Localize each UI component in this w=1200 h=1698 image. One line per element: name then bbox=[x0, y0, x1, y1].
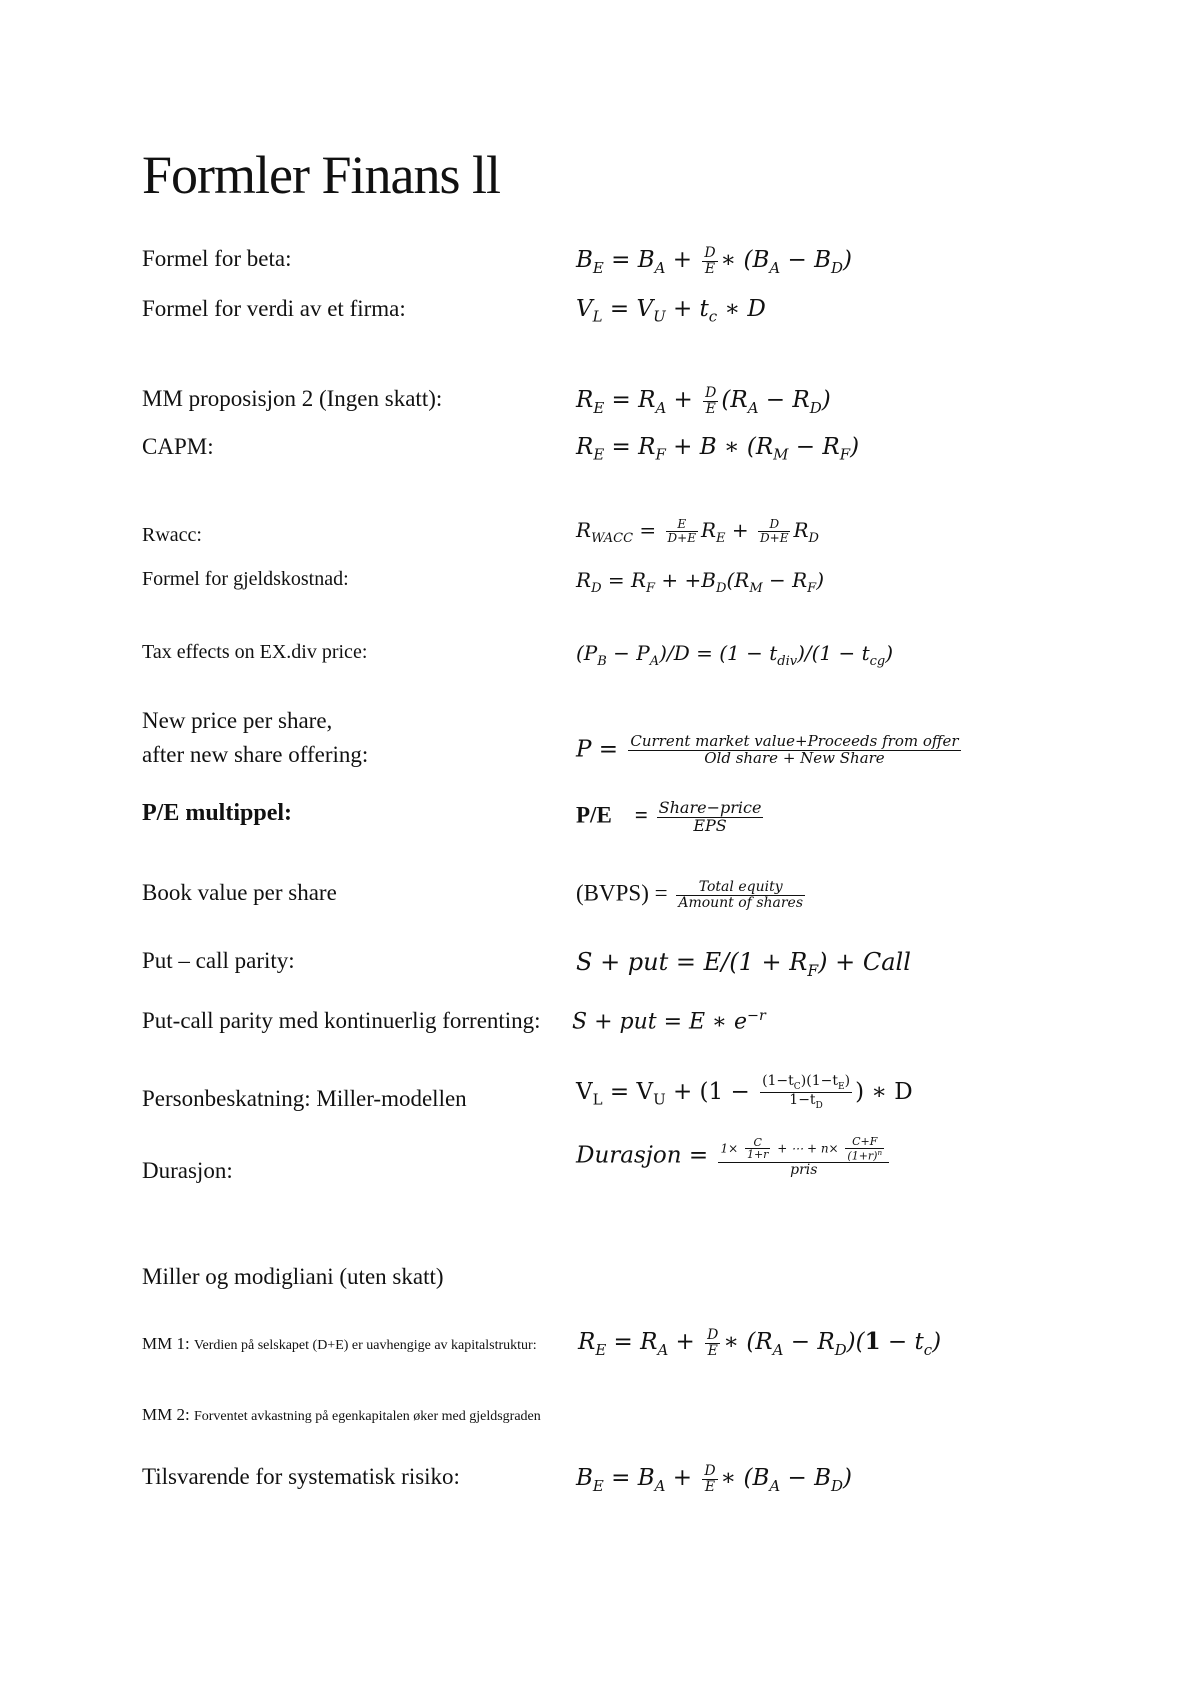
label-new-price-line2: after new share offering: bbox=[142, 742, 369, 767]
label-bvps: Book value per share bbox=[142, 880, 337, 905]
row-mm2-text bbox=[142, 1405, 1142, 1455]
formula-new-price: P = $\frac{\text{Current market value+Proceeds from offer}}{\text{Old share + New Share}}$ bbox=[576, 732, 959, 767]
section-heading-mm bbox=[142, 1264, 1142, 1314]
label-put-call: Put – call parity: bbox=[142, 948, 295, 973]
label-rwacc: Rwacc: bbox=[142, 524, 202, 546]
formula-row-debt-cost bbox=[142, 568, 1142, 618]
formula-row-pe bbox=[142, 800, 1142, 850]
formula-pe: P/E = $\frac{\text{Share−price}}{\text{EPS}}$ bbox=[576, 798, 762, 835]
label-debt-cost: Formel for gjeldskostnad: bbox=[142, 568, 349, 590]
formula-mm2: $R_E = R_A$ + $\frac{D}{E}$ $(R_A - R_D)$ bbox=[576, 385, 831, 417]
label-mm2: MM proposisjon 2 (Ingen skatt): bbox=[142, 386, 443, 411]
formula-row-rwacc bbox=[142, 517, 1142, 572]
label-mm1-text: Verdien på selskapet (D+E) er uavhengige av kapitalstruktur: bbox=[193, 1338, 537, 1353]
formula-row-put-call-continuous bbox=[142, 1008, 1142, 1058]
label-miller: Personbeskatning: Miller-modellen bbox=[142, 1086, 467, 1111]
formula-row-durasjon bbox=[142, 1135, 1142, 1208]
formula-row-firm-value bbox=[142, 296, 1142, 346]
label-mm-heading: Miller og modigliani (uten skatt) bbox=[142, 1264, 444, 1289]
label-capm: CAPM: bbox=[142, 434, 214, 459]
label-systematic-risk: Tilsvarende for systematisk risiko: bbox=[142, 1464, 460, 1489]
formula-put-call-continuous: S + put = E ∗ $e^{-r}$ bbox=[572, 1008, 766, 1035]
formula-row-beta bbox=[142, 246, 1142, 296]
formula-durasjon: Durasjon = 1× $\frac{C}{1+r}$ + ⋯ + n× $\frac{C+F}{(1+r)^n}$ pris bbox=[576, 1136, 892, 1177]
formula-row-systematic-risk bbox=[142, 1464, 1142, 1514]
label-pe: P/E multippel: bbox=[142, 800, 293, 826]
label-firm-value: Formel for verdi av et firma: bbox=[142, 296, 406, 321]
label-put-call-continuous: Put-call parity med kontinuerlig forrenting: bbox=[142, 1008, 541, 1033]
formula-firm-value: $V_L = V_U + t_c$ ∗ D bbox=[576, 296, 766, 326]
formula-put-call: S + put = $E/(1 + R_F)$ + Call bbox=[576, 948, 911, 980]
label-beta: Formel for beta: bbox=[142, 246, 292, 271]
formula-row-miller bbox=[142, 1073, 1142, 1136]
formula-beta: $B_E = B_A$ + $\frac{D}{E}$ ∗ $(B_A - B_D)$ bbox=[576, 245, 852, 277]
formula-row-new-price bbox=[142, 708, 1142, 778]
label-mm1-prefix: MM 1: bbox=[142, 1334, 190, 1353]
formula-row-mm1 bbox=[142, 1328, 1142, 1378]
formula-row-mm2 bbox=[142, 386, 1142, 436]
formula-bvps: (BVPS) = $\frac{\text{Total equity}}{\text{Amount of shares}}$ bbox=[576, 879, 804, 911]
formula-systematic-risk: $B_E = B_A$ + $\frac{D}{E}$ ∗ $(B_A - B_D)$ bbox=[576, 1463, 852, 1495]
formula-debt-cost: $R_D = R_F + +B_D(R_M - R_F)$ bbox=[576, 568, 824, 596]
label-mm2-prefix: MM 2: bbox=[142, 1405, 190, 1424]
formula-row-capm bbox=[142, 434, 1142, 484]
label-tax-effects: Tax effects on EX.div price: bbox=[142, 641, 368, 663]
formula-miller: $V_L = V_U + (1$ − $\frac{(1-t_C)(1-t_E)}{1-t_D}$ ) ∗ D bbox=[576, 1073, 913, 1112]
formula-capm: $R_E = R_F + B$ ∗ $(R_M - R_F)$ bbox=[576, 434, 860, 464]
label-mm1 bbox=[142, 1334, 537, 1354]
label-mm2-text: Forventet avkastning på egenkapitalen øker med gjeldsgraden bbox=[193, 1409, 541, 1424]
formula-row-put-call bbox=[142, 948, 1142, 998]
formula-row-bvps bbox=[142, 880, 1142, 930]
label-mm2-line bbox=[142, 1405, 541, 1425]
page-title: Formler Finans ll bbox=[142, 145, 500, 205]
label-new-price-line1: New price per share, bbox=[142, 708, 333, 733]
formula-row-tax-effects bbox=[142, 641, 1142, 691]
formula-tax-effects: $(P_B - P_A)/D = (1 - t_{div})/(1 - t_{cg})$ bbox=[576, 641, 894, 669]
formula-rwacc: $R_{WACC}$ = $\frac{E}{D+E}$ $R_E$ + $\frac{D}{D+E}$ $R_D$ bbox=[576, 517, 819, 546]
label-durasjon: Durasjon: bbox=[142, 1158, 233, 1183]
formula-mm1: $R_E = R_A$ + $\frac{D}{E}$ ∗ $(R_A - R_D)(1 - t_c)$ bbox=[578, 1327, 942, 1359]
